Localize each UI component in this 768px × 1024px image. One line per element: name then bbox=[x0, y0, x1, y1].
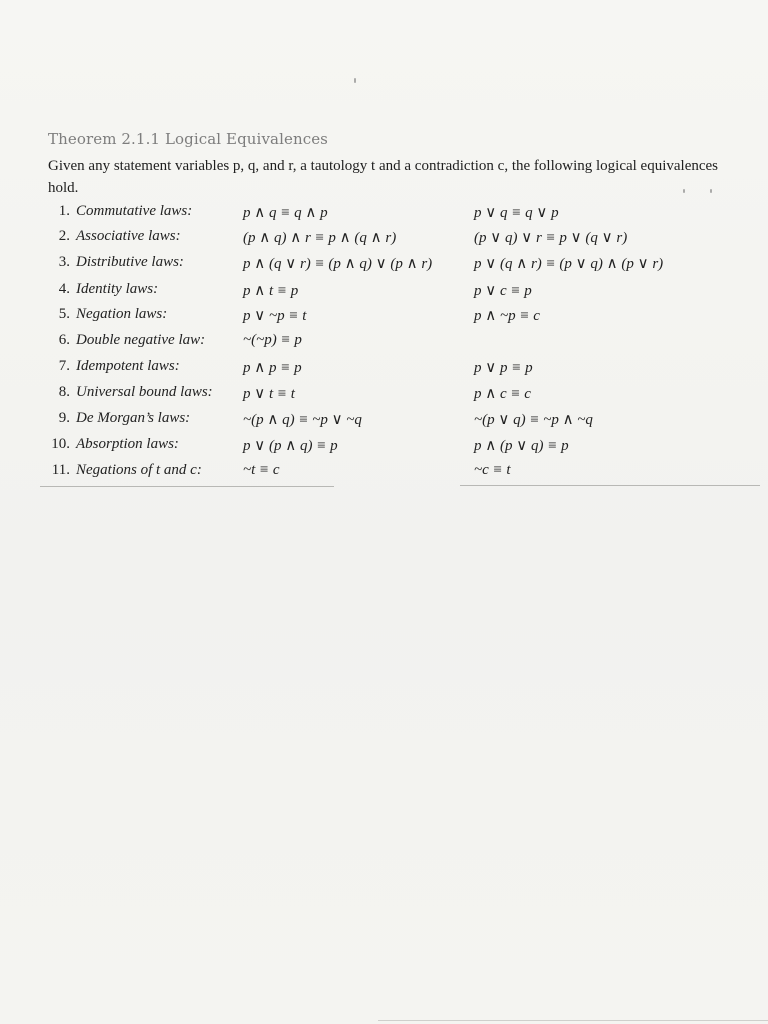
law-number: 9. bbox=[58, 410, 70, 426]
theorem-intro bbox=[48, 155, 748, 199]
law-right-formula: (p ∨ q) ∨ r ≡ p ∨ (q ∨ r) bbox=[474, 230, 628, 246]
law-row-9 bbox=[48, 410, 748, 436]
law-number: 11. bbox=[51, 462, 70, 478]
intro-line-1: Given any statement variables p, q, and r, a tautology t and a contradiction c, the following logical equivalences bbox=[48, 158, 719, 174]
law-right-formula: p ∨ (q ∧ r) ≡ (p ∨ q) ∧ (p ∨ r) bbox=[474, 256, 664, 272]
law-left-formula: ~t ≡ c bbox=[243, 462, 280, 478]
law-row-5 bbox=[48, 306, 748, 332]
law-name: De Morgan’s laws: bbox=[76, 410, 191, 426]
law-right-formula: p ∨ p ≡ p bbox=[474, 360, 533, 376]
law-right-formula: ~c ≡ t bbox=[474, 462, 511, 478]
intro-line-2: hold. bbox=[48, 180, 79, 196]
law-name: Double negative law: bbox=[76, 332, 206, 348]
law-left-formula: ~(~p) ≡ p bbox=[243, 332, 302, 348]
law-name: Identity laws: bbox=[76, 281, 159, 297]
law-name: Distributive laws: bbox=[76, 254, 184, 270]
law-number: 8. bbox=[58, 384, 70, 400]
law-number: 4. bbox=[58, 281, 70, 297]
law-number: 10. bbox=[51, 436, 70, 452]
law-number: 7. bbox=[58, 358, 70, 374]
law-left-formula: p ∧ t ≡ p bbox=[243, 283, 299, 299]
law-left-formula: p ∨ t ≡ t bbox=[243, 386, 295, 402]
law-left-formula: ~(p ∧ q) ≡ ~p ∨ ~q bbox=[243, 412, 362, 428]
law-right-formula: p ∨ c ≡ p bbox=[474, 283, 532, 299]
law-row-2 bbox=[48, 228, 748, 254]
law-row-1 bbox=[48, 203, 748, 229]
law-left-formula: p ∧ (q ∨ r) ≡ (p ∧ q) ∨ (p ∧ r) bbox=[243, 256, 433, 272]
law-right-formula: p ∧ (p ∨ q) ≡ p bbox=[474, 438, 569, 454]
law-row-10 bbox=[48, 436, 748, 462]
theorem-title: Theorem 2.1.1 Logical Equivalences bbox=[48, 130, 328, 148]
table-bottom-rule bbox=[40, 486, 334, 487]
law-right-formula: ~(p ∨ q) ≡ ~p ∧ ~q bbox=[474, 412, 593, 428]
law-right-formula: p ∨ q ≡ q ∨ p bbox=[474, 205, 559, 221]
law-left-formula: p ∨ (p ∧ q) ≡ p bbox=[243, 438, 338, 454]
law-number: 2. bbox=[58, 228, 70, 244]
law-name: Commutative laws: bbox=[76, 203, 193, 219]
law-row-3 bbox=[48, 254, 748, 280]
law-right-formula: p ∧ c ≡ c bbox=[474, 386, 531, 402]
law-name: Universal bound laws: bbox=[76, 384, 213, 400]
law-name: Negation laws: bbox=[76, 306, 168, 322]
law-left-formula: p ∧ p ≡ p bbox=[243, 360, 302, 376]
law-name: Absorption laws: bbox=[76, 436, 179, 452]
law-name: Negations of t and c: bbox=[76, 462, 202, 478]
law-name: Associative laws: bbox=[76, 228, 181, 244]
law-number: 3. bbox=[58, 254, 70, 270]
law-name: Idempotent laws: bbox=[76, 358, 180, 374]
law-number: 6. bbox=[58, 332, 70, 348]
scan-speck bbox=[354, 78, 356, 83]
table-bottom-rule bbox=[460, 485, 760, 486]
law-row-4 bbox=[48, 281, 748, 307]
law-row-8 bbox=[48, 384, 748, 410]
page-bottom-rule bbox=[378, 1020, 768, 1021]
law-left-formula: p ∨ ~p ≡ t bbox=[243, 308, 307, 324]
law-number: 1. bbox=[58, 203, 70, 219]
law-left-formula: p ∧ q ≡ q ∧ p bbox=[243, 205, 328, 221]
law-right-formula: p ∧ ~p ≡ c bbox=[474, 308, 540, 324]
law-number: 5. bbox=[58, 306, 70, 322]
law-row-7 bbox=[48, 358, 748, 384]
law-row-6 bbox=[48, 332, 748, 358]
law-left-formula: (p ∧ q) ∧ r ≡ p ∧ (q ∧ r) bbox=[243, 230, 397, 246]
